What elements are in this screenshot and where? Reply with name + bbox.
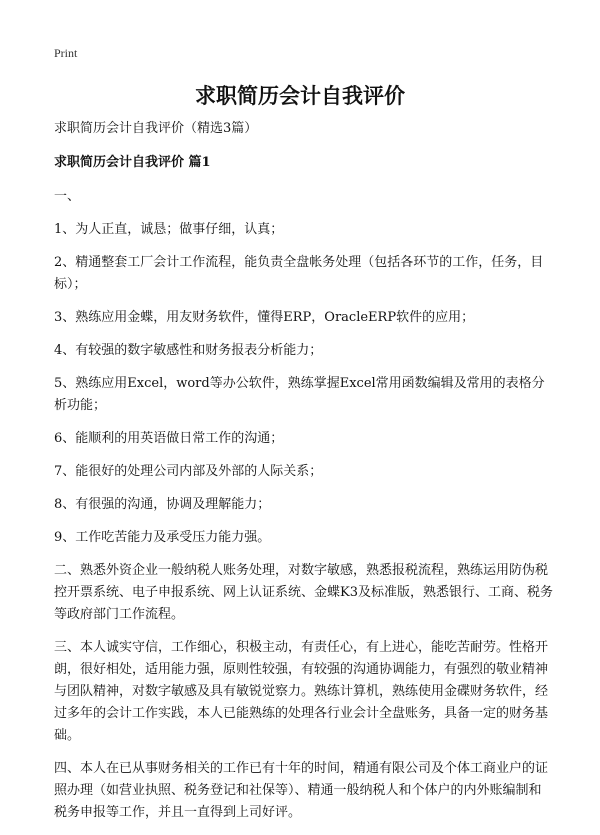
paragraph: 4、有较强的数字敏感性和财务报表分析能力； xyxy=(54,343,323,358)
paragraph: 四、本人在已从事财务相关的工作已有十年的时间，精通有限公司及个体工商业户的证照办理（如营业执照、税务登记和社保等）、精通一般纳税人和个体户的内外账编制和税务申报等工作，并且一直得到上司好评。 xyxy=(54,761,549,820)
paragraph: 一、 xyxy=(54,189,81,204)
section-heading: 求职简历会计自我评价 篇1 xyxy=(54,155,211,170)
print-label: Print xyxy=(54,46,78,60)
document-subtitle: 求职简历会计自我评价（精选3篇） xyxy=(54,121,258,136)
document-title: 求职简历会计自我评价 xyxy=(195,84,405,108)
paragraph: 二、熟悉外资企业一般纳税人账务处理，对数字敏感，熟悉报税流程，熟练运用防伪税控开票系统、电子申报系统、网上认证系统、金蝶K3及标准版，熟悉银行、工商、税务等政府部门工作流程。 xyxy=(54,563,553,622)
document-body xyxy=(54,118,554,835)
paragraph: 6、能顺利的用英语做日常工作的沟通； xyxy=(54,431,284,446)
paragraph: 2、精通整套工厂会计工作流程，能负责全盘帐务处理（包括各环节的工作，任务，目标）； xyxy=(54,255,544,292)
paragraph: 9、工作吃苦能力及承受压力能力强。 xyxy=(54,530,271,545)
paragraph: 3、熟练应用金蝶，用友财务软件，懂得ERP，OracleERP软件的应用； xyxy=(54,310,475,325)
paragraph: 8、有很强的沟通，协调及理解能力； xyxy=(54,497,271,512)
paragraph: 5、熟练应用Excel，word等办公软件，熟练掌握Excel常用函数编辑及常用的表格分析功能； xyxy=(54,376,545,413)
paragraph: 1、为人正直，诚恳；做事仔细，认真； xyxy=(54,222,284,237)
paragraph: 7、能很好的处理公司内部及外部的人际关系； xyxy=(54,464,323,479)
paragraph: 三、本人诚实守信，工作细心，积极主动，有责任心，有上进心，能吃苦耐劳。性格开朗，很好相处，适用能力强，原则性较强，有较强的沟通协调能力，有强烈的敬业精神与团队精神，对数字敏感及具有敏锐觉察力。熟练计算机，熟练使用金碟财务软件，经过多年的会计工作实践，本人已能熟练的处理各行业会计全盘账务，具备一定的财务基础。 xyxy=(54,640,549,743)
